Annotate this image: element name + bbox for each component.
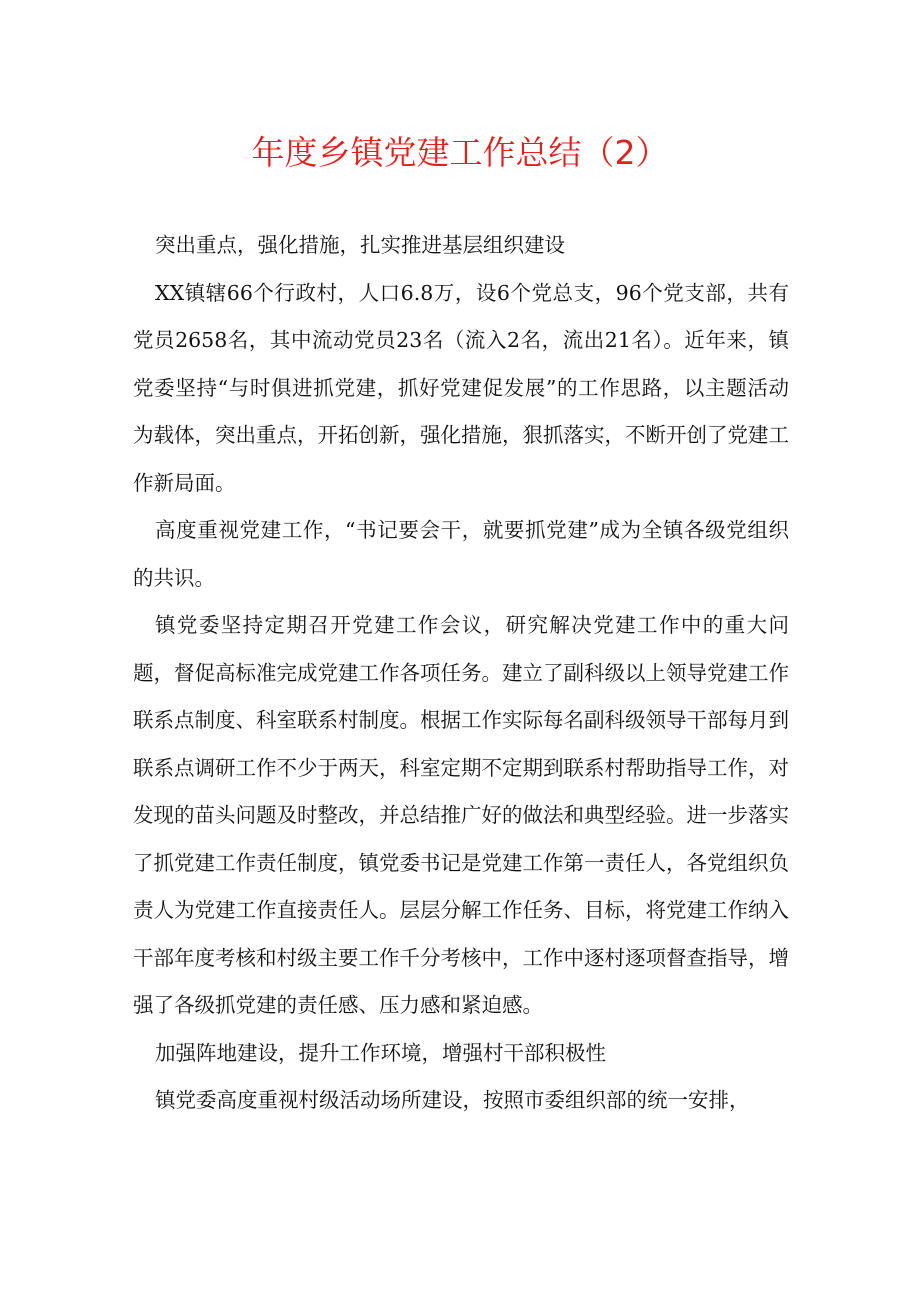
- paragraph-activity-venues: 镇党委高度重视村级活动场所建设，按照市委组织部的统一安排，: [155, 1088, 750, 1112]
- paragraph-party-committee-measures: 镇党委坚持定期召开党建工作会议，研究解决党建工作中的重大问题，督促高标准完成党建工作各项任务。建立了副科级以上领导党建工作联系点制度、科室联系村制度。根据工作实际每名副科级领导干部每月到联系点调研工作不少于两天，科室定期不定期到联系村帮助指导工作，对发现的苗头问题及时整改，并总结推广好的做法和典型经验。进一步落实了抓党建工作责任制度，镇党委书记是党建工作第一责任人，各党组织负责人为党建工作直接责任人。层层分解工作任务、目标，将党建工作纳入干部年度考核和村级主要工作千分考核中，工作中逐村逐项督查指导，增强了各级抓党建的责任感、压力感和紧迫感。: [133, 613, 789, 1017]
- paragraph-section-heading-1: 突出重点，强化措施，扎实推进基层组织建设: [155, 233, 565, 257]
- paragraph-party-building-consensus: 高度重视党建工作，“书记要会干，就要抓党建”成为全镇各级党组织的共识。: [133, 518, 789, 590]
- paragraph-town-overview: XX镇辖66个行政村，人口6.8万，设6个党总支，96个党支部，共有党员2658名，其中流动党员23名（流入2名，流出21名）。近年来，镇党委坚持“与时俱进抓党建，抓好党建促发展”的工作思路，以主题活动为载体，突出重点，开拓创新，强化措施，狠抓落实，不断开创了党建工作新局面。: [133, 280, 789, 495]
- paragraph-section-heading-2: 加强阵地建设，提升工作环境，增强村干部积极性: [155, 1040, 606, 1065]
- document-body: [133, 222, 789, 1125]
- document-title: 年度乡镇党建工作总结（2）: [251, 133, 669, 172]
